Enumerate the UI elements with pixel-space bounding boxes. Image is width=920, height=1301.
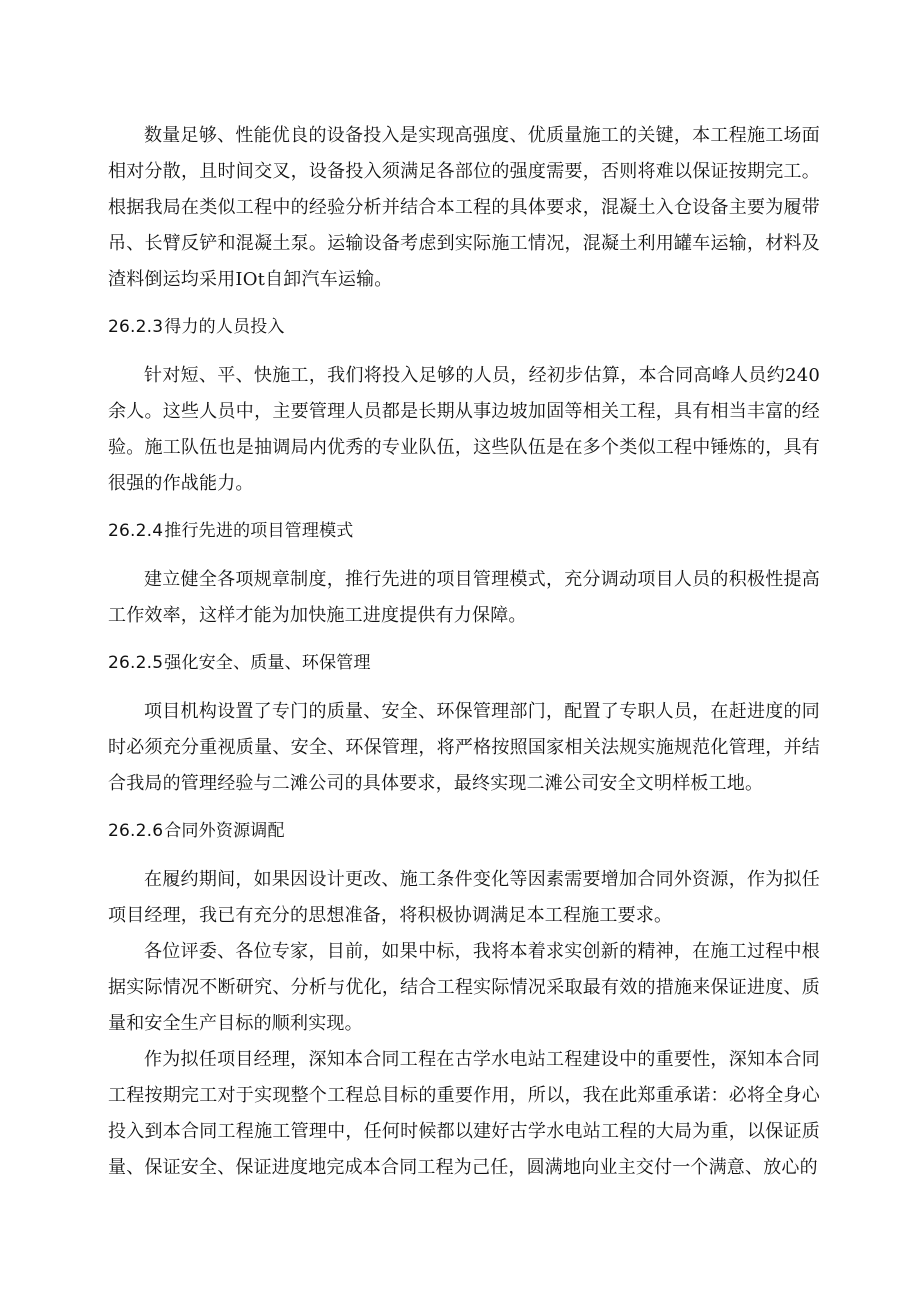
document-body (108, 118, 820, 1186)
heading-number: 26.2.6 (108, 821, 164, 841)
heading-number: 26.2.4 (108, 521, 164, 541)
paragraph-management-mode: 建立健全各项规章制度，推行先进的项目管理模式，充分调动项目人员的积极性提高工作效率，这样才能为加快施工进度提供有力保障。 (108, 569, 820, 626)
heading-management-mode (108, 518, 820, 544)
paragraph-equipment: 数量足够、性能优良的设备投入是实现高强度、优质量施工的关键，本工程施工场面相对分散，且时间交叉，设备投入须满足各部位的强度需要，否则将难以保证按期完工。根据我局在类似工程中的经验分析并结合本工程的具体要求，混凝土入仓设备主要为履带吊、长臂反铲和混凝土泵。运输设备考虑到实际施工情况，混凝土利用罐车运输，材料及渣料倒运均采用IOt自卸汽车运输。 (108, 125, 820, 290)
heading-extra-resources (108, 818, 820, 844)
heading-text: 合同外资源调配 (164, 821, 285, 841)
paragraph-safety-quality: 项目机构设置了专门的质量、安全、环保管理部门，配置了专职人员，在赶进度的同时必须充分重视质量、安全、环保管理，将严格按照国家相关法规实施规范化管理，并结合我局的管理经验与二滩公司的具体要求，最终实现二滩公司安全文明样板工地。 (108, 701, 820, 794)
paragraph-personnel: 针对短、平、快施工，我们将投入足够的人员，经初步估算，本合同高峰人员约240余人。这些人员中，主要管理人员都是长期从事边坡加固等相关工程，具有相当丰富的经验。施工队伍也是抽调局内优秀的专业队伍，这些队伍是在多个类似工程中锤炼的，具有很强的作战能力。 (108, 365, 820, 494)
heading-personnel (108, 314, 820, 340)
paragraph-address-judges: 各位评委、各位专家，目前，如果中标，我将本着求实创新的精神，在施工过程中根据实际情况不断研究、分析与优化，结合工程实际情况采取最有效的措施来保证进度、质量和安全生产目标的顺利实现。 (108, 941, 820, 1034)
heading-text: 推行先进的项目管理模式 (164, 521, 354, 541)
heading-number: 26.2.3 (108, 317, 164, 337)
heading-number: 26.2.5 (108, 653, 164, 673)
heading-text: 得力的人员投入 (164, 317, 285, 337)
paragraph-extra-resources: 在履约期间，如果因设计更改、施工条件变化等因素需要增加合同外资源，作为拟任项目经理，我已有充分的思想准备，将积极协调满足本工程施工要求。 (108, 869, 820, 926)
heading-safety-quality (108, 650, 820, 676)
paragraph-commitment: 作为拟任项目经理，深知本合同工程在古学水电站工程建设中的重要性，深知本合同工程按期完工对于实现整个工程总目标的重要作用，所以，我在此郑重承诺：必将全身心投入到本合同工程施工管理中，任何时候都以建好古学水电站工程的大局为重，以保证质量、保证安全、保证进度地完成本合同工程为己任，圆满地向业主交付一个满意、放心的 (108, 1049, 820, 1178)
heading-text: 强化安全、质量、环保管理 (164, 653, 371, 673)
